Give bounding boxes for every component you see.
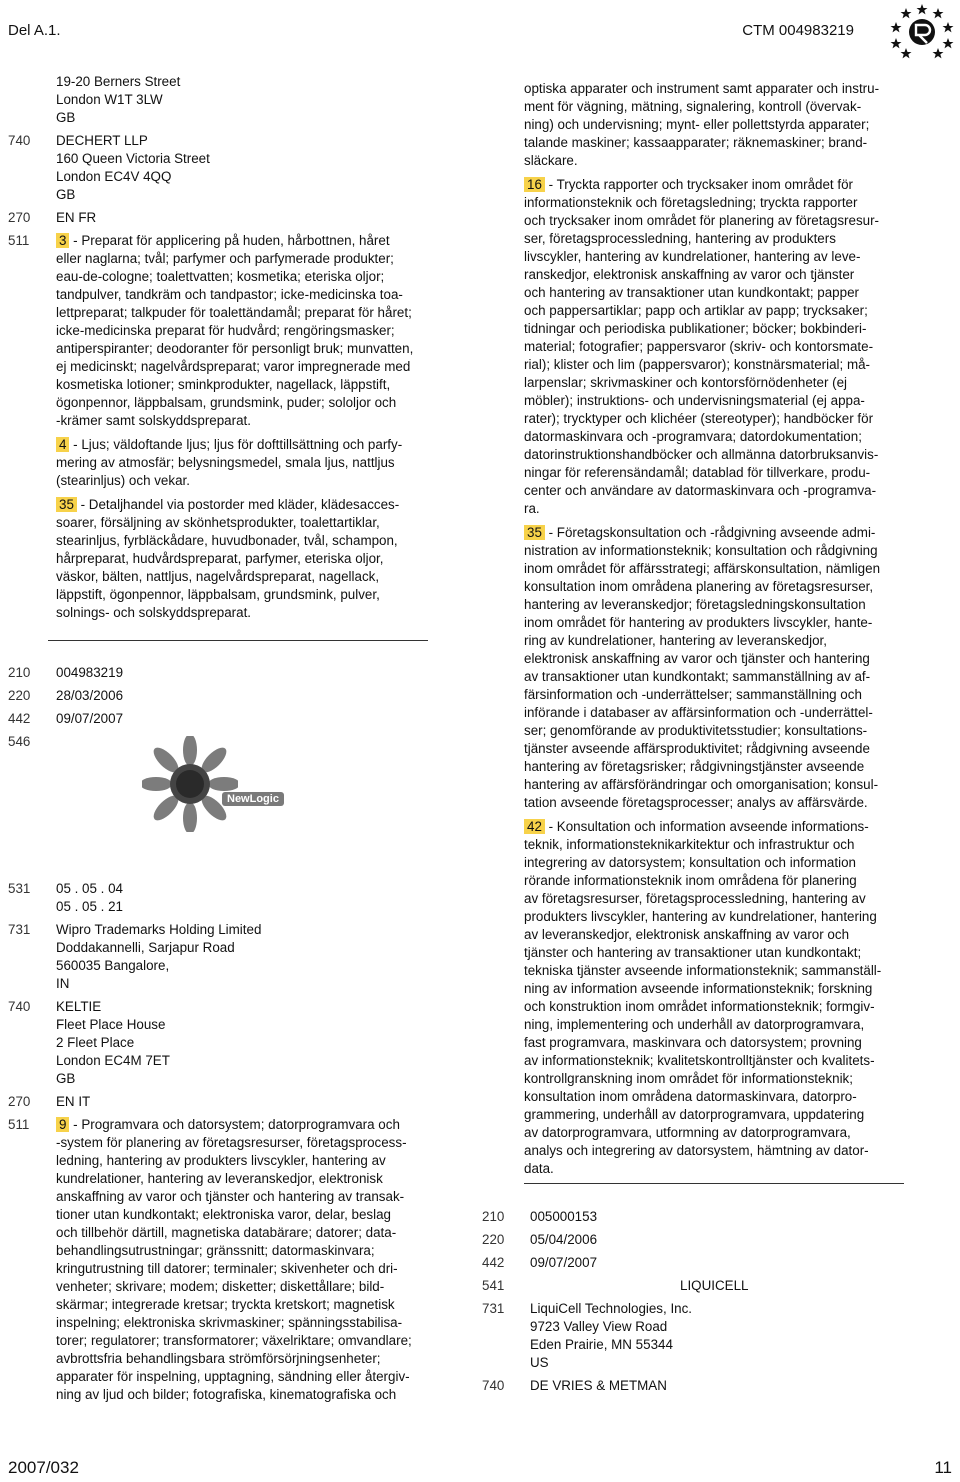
right-bottom-block [482,1208,922,1395]
text-line: färsinformation och -underrättelser; sammanställning och [524,687,862,702]
text-line: kontrollgranskning inom området för informationsteknik; [524,1071,853,1086]
text-line: teknik, informationsteknikarkitektur och infrastruktur och [524,837,855,852]
text-line [56,232,436,250]
field-code: 531 [8,881,31,896]
text-line: inom området för hantering av produkters livscykler, hante- [524,615,873,630]
field-row [8,921,436,993]
field-row [482,1300,922,1372]
text-line: av informationsteknik; kvalitetskontrolltjänster och kvalitets- [524,1053,875,1068]
text-line: rörande informationsteknik inom områdena för planering [524,873,857,888]
text-line: DE VRIES & METMAN [530,1378,667,1393]
text-line: 19-20 Berners Street [56,74,181,89]
text-line: US [530,1355,549,1370]
text-line: ring av kundrelationer, hantering av leveranskedjor, [524,633,827,648]
field-row [8,73,436,127]
text-line: 28/03/2006 [56,688,124,703]
text-line: och konstruktion inom området informationsteknik; formgiv- [524,999,875,1014]
field-value [56,687,436,705]
field-code: 220 [482,1232,505,1247]
text-line: data. [524,1161,554,1176]
field-value [530,1377,922,1395]
class-text: - Ljus; väldoftande ljus; ljus för dofttillsättning och parfy- [69,437,403,452]
bulletin-issue: 2007/032 [8,1458,79,1477]
text-line: GB [56,1071,76,1086]
text-line: tjänster avseende affärsproduktivitet; rådgivning avseende [524,741,870,756]
text-line: torer; regulatorer; transformatorer; växelriktare; omvandlare; [56,1333,412,1348]
text-line: EN FR [56,210,97,225]
text-line: hårpreparat, hudvårdspreparat, parfymer, eteriska oljor, [56,551,384,566]
text-line [524,818,924,836]
text-line: konsultation inom områdena planering av företagsresurser, [524,579,874,594]
text-line: 09/07/2007 [530,1255,598,1270]
text-line: talande maskiner; kassaapparater; räknemaskiner; brand- [524,135,868,150]
text-line: datormaskinvara och -programvara; datordokumentation; [524,429,862,444]
field-code: 511 [8,1117,30,1132]
text-line [524,524,924,542]
class-text: - Konsultation och information avseende informations- [544,819,869,834]
text-line: integrering av datorsystem; konsultation och information [524,855,856,870]
text-line: fast programvara, maskinvara och datorsystem; provning [524,1035,862,1050]
left-column [8,73,436,622]
field-value [530,1208,922,1226]
field-code: 731 [482,1301,505,1316]
field-value [56,1093,436,1111]
text-line: och tillbehör därtill, magnetiska databärare; datorer; data- [56,1225,397,1240]
field-value [56,132,436,204]
text-line: tioner utan kundkontakt; elektroniska varor, delar, beslag [56,1207,391,1222]
text-line: ser, företagsprocessledning, hantering av produkters [524,231,836,246]
text-line: EN IT [56,1094,91,1109]
text-line: släckare. [524,153,578,168]
text-line: LIQUICELL [680,1278,749,1293]
text-line: 560035 Bangalore, [56,958,170,973]
right-column [524,80,924,1178]
field-row [482,1277,922,1295]
field-value [530,1254,922,1272]
text-line: anskaffning av varor och tjänster och hantering av transak- [56,1189,405,1204]
text-line: London EC4V 4QQ [56,169,172,184]
text-line: ning av information avseende informationsteknik; forskning [524,981,873,996]
field-row [8,710,436,728]
class-list [56,232,436,622]
application-data [482,1208,922,1395]
class-number: 4 [56,437,69,452]
text-line [56,733,436,751]
text-line: GB [56,187,76,202]
field-code: 270 [8,210,31,225]
text-line: konsultation inom områdena datormaskinvara, datorpro- [524,1089,857,1104]
text-line: optiska apparater och instrument samt apparater och instru- [524,81,880,96]
text-line: 09/07/2007 [56,711,124,726]
text-line: soarer, försäljning av skönhetsprodukter, toalettartiklar, [56,515,380,530]
class-text: - Detaljhandel via postorder med kläder, klädesacces- [76,497,400,512]
class-entry [56,1116,436,1404]
text-line: hantering av leveranskedjor; företagsledningskonsultation [524,597,866,612]
text-line: livscykler, hantering av kundrelationer, hantering av leve- [524,249,861,264]
text-line: kundrelationer, hantering av leveranskedjor, elektronisk [56,1171,383,1186]
class-number: 35 [524,525,545,540]
text-line: 9723 Valley View Road [530,1319,668,1334]
text-line: tidningar och periodiska publikationer; böcker; bokbinderi- [524,321,867,336]
divider [524,1183,904,1184]
text-line: ningar för referensändamål; datablad för tillverkare, produ- [524,465,871,480]
text-line: kringutrustning till datorer; terminaler; skivenheter och dri- [56,1261,398,1276]
text-line: avbrottsfria behandlingsbara strömförsörjningsenheter; [56,1351,381,1366]
text-line: tekniska tjänster avseende informationsteknik; sammanställ- [524,963,882,978]
mark-wordmark: NewLogic [222,792,284,806]
field-code: 740 [482,1378,505,1393]
text-line: (stearinljus) och vekar. [56,473,190,488]
text-line: Doddakannelli, Sarjapur Road [56,940,235,955]
text-line: hantering av affärsförändringar och omorganisation; konsul- [524,777,879,792]
ctm-number: CTM 004983219 [742,22,854,39]
field-row [8,664,436,682]
text-line: antiperspiranter; deodoranter för personligt bruk; munvatten, [56,341,414,356]
field-row [8,1093,436,1111]
text-line: 05 . 05 . 21 [56,899,124,914]
text-line: 005000153 [530,1209,598,1224]
text-line: Fleet Place House [56,1017,166,1032]
class-number: 9 [56,1117,69,1132]
text-line: ning av ljud och bilder; fotografiska, kinematografiska och [56,1387,397,1402]
text-line: Eden Prairie, MN 55344 [530,1337,673,1352]
text-line: ning) och undervisning; mynt- eller pollettstyrda apparater; [524,117,870,132]
class-entry [56,232,436,430]
class-text: - Företagskonsultation och -rådgivning avseende admi- [544,525,876,540]
field-row [8,209,436,227]
text-line: rater); trycktyper och klichéer (stereotyper); handböcker för [524,411,874,426]
text-line: tandpulver, tandkräm och tandpastor; icke-medicinska toa- [56,287,403,302]
text-line: produkters livscykler, hantering av kundrelationer, hantering [524,909,877,924]
field-row [8,998,436,1088]
field-value [56,880,436,916]
goods-and-services [8,1116,436,1404]
text-line: London EC4M 7ET [56,1053,170,1068]
text-line: London W1T 3LW [56,92,163,107]
field-row [482,1377,922,1395]
field-code: 731 [8,922,31,937]
text-line: GB [56,110,76,125]
continued-text [524,80,924,170]
text-line: informationsteknik och företagsledning; tryckta rapporter [524,195,858,210]
field-value [530,1300,922,1372]
field-code: 740 [8,133,31,148]
divider [48,640,428,641]
text-line: ögonpennor, läppbalsam, grundsmink, puder; sololjor och [56,395,397,410]
text-line: av transaktioner utan kundkontakt; sammanställning av af- [524,669,871,684]
field-code: 541 [482,1278,505,1293]
left-top-block [8,73,436,227]
text-line: ej medicinskt; nagelvårdspreparat; varor impregnerade med [56,359,411,374]
text-line: läppstift, ögonpennor, läppbalsam, grundsmink, pulver, [56,587,380,602]
text-line: möbler); instruktions- och undervisningsmaterial (ej appa- [524,393,865,408]
text-line: 160 Queen Victoria Street [56,151,210,166]
text-line: ning, implementering och underhåll av datorprogramvara, [524,1017,865,1032]
text-line: av leveranskedjor, elektronisk anskaffning av varor och [524,927,850,942]
text-line: IN [56,976,70,991]
eu-stars-logo-icon [888,2,956,60]
class-number: 16 [524,177,545,192]
text-line: DECHERT LLP [56,133,148,148]
field-row [8,687,436,705]
class-entry [524,524,924,812]
field-code: 210 [482,1209,505,1224]
field-row [482,1254,922,1272]
text-line: tjänster och hantering av transaktioner utan kundkontakt; [524,945,862,960]
text-line: 05 . 05 . 04 [56,881,124,896]
text-line: ment för vägning, mätning, signalering, kontroll (övervak- [524,99,862,114]
text-line: mering av atmosfär; belysningsmedel, smala ljus, nattljus [56,455,395,470]
text-line: och trycksaker inom området för planering av företagsresur- [524,213,880,228]
class-number: 42 [524,819,545,834]
text-line: ser; genomförande av produktivitetsstudier; konsultations- [524,723,868,738]
text-line [56,1116,436,1134]
text-line: ledning, hantering av produkters livscykler, hantering av [56,1153,386,1168]
text-line: solnings- och solskyddspreparat. [56,605,252,620]
text-line [524,176,924,194]
text-line: införande i databaser av affärsinformation och -underrättel- [524,705,873,720]
field-value [56,998,436,1088]
text-line: apparater för inspelning, upptagning, sändning eller återgiv- [56,1369,410,1384]
text-line: behandlingsutrustningar; gränssnitt; datormaskinvara; [56,1243,375,1258]
class-list [524,176,924,1178]
text-line: och pappersartiklar; papp och artiklar av papp; trycksaker; [524,303,868,318]
text-line: hantering av företagsrisker; rådgivningstjänster avseende [524,759,865,774]
class-entry [524,818,924,1178]
text-line: skärmar; integrerade kretsar; tryckta kretskort; magnetisk [56,1297,395,1312]
section-label: Del A.1. [8,22,61,39]
text-line: tation avseende företagsprocesser; analys av affärsvärde. [524,795,868,810]
text-line: LiquiCell Technologies, Inc. [530,1301,693,1316]
field-value [530,1231,922,1249]
field-code: 511 [8,233,30,248]
owner-data [8,880,436,1111]
text-line [56,436,436,454]
class-entry [524,176,924,518]
text-line: datorinstruktionshandböcker och allmänna datorbruksanvis- [524,447,879,462]
field-code [8,73,56,127]
field-value [56,710,436,728]
text-line: material; fotografier; pappersvaror (skriv- och kontorsmate- [524,339,874,354]
text-line: ranskedjor, elektronisk anskaffning av varor och tjänster [524,267,855,282]
left-third-block [8,880,436,1404]
text-line: stearinljus, fyrbläckådare, huvudbonader, tvål, schampon, [56,533,398,548]
text-line: 2 Fleet Place [56,1035,135,1050]
text-line: kosmetiska lotioner; sminkprodukter, nagellack, läppstift, [56,377,391,392]
page-header [0,0,960,64]
text-line: inspelning; elektroniska skrivmaskiner; spänningsstabilisa- [56,1315,403,1330]
field-value [56,73,436,127]
class-list [56,1116,436,1404]
text-line: 05/04/2006 [530,1232,598,1247]
class-text: - Tryckta rapporter och trycksaker inom området för [544,177,853,192]
text-line [56,496,436,514]
text-line: och hantering av transaktioner utan kundkontakt; papper [524,285,859,300]
class-text: - Preparat för applicering på huden, hårbottnen, håret [69,233,390,248]
text-line: 004983219 [56,665,124,680]
text-line: KELTIE [56,999,102,1014]
field-code: 546 [8,734,31,749]
class-number: 3 [56,233,69,248]
field-code: 442 [8,711,31,726]
text-line: grammering, underhåll av datorprogramvara, uppdatering [524,1107,865,1122]
class-entry [56,496,436,622]
text-line: Wipro Trademarks Holding Limited [56,922,262,937]
field-code: 220 [8,688,31,703]
text-line: eau-de-cologne; toalettvatten; kosmetika; eteriska oljor; [56,269,385,284]
text-line: venheter; skrivare; modem; disketter; diskettållare; bild- [56,1279,385,1294]
text-line: -krämer samt solskyddspreparat. [56,413,251,428]
text-line: rial); klister och lim (pappersvaror); konstnärsmaterial; må- [524,357,871,372]
text-line: inom området för affärsstrategi; affärskonsultation, nämligen [524,561,881,576]
page-number: 11 [934,1458,952,1477]
field-row [8,132,436,204]
field-value [56,209,436,227]
sunflower-image [142,736,238,832]
field-value [56,921,436,993]
text-line: eller naglarna; tvål; parfymer och parfymerade produkter; [56,251,394,266]
field-value [56,733,436,751]
text-line: elektronisk anskaffning av varor och tjänster och hantering [524,651,870,666]
field-code: 270 [8,1094,31,1109]
class-text: - Programvara och datorsystem; datorprogramvara och [69,1117,400,1132]
goods-and-services [8,232,436,622]
text-line: icke-medicinska preparat för hudvård; rengöringsmasker; [56,323,395,338]
text-line: analys och integrering av datorsystem, hämtning av dator- [524,1143,869,1158]
text-line: -system för planering av företagsresurser, företagsprocess- [56,1135,407,1150]
field-code: 442 [482,1255,505,1270]
text-line: nistration av informationsteknik; konsultation och rådgivning [524,543,878,558]
class-entry [56,436,436,490]
text-line: ra. [524,501,540,516]
text-line: center och användare av datormaskinvara och -programva- [524,483,877,498]
field-row [482,1231,922,1249]
text-line: av företagsresurser, företagsprocessledning, hantering av [524,891,866,906]
text-line: lettpreparat; talkpuder för toalettändamål; preparat för håret; [56,305,412,320]
text-line: väskor, bälten, nattljus, nagelvårdspreparat, nagellack, [56,569,380,584]
text-line: av datorprogramvara, utformning av datorprogramvara, [524,1125,851,1140]
field-row [482,1208,922,1226]
text-line: larpenslar; skrivmaskiner och kontorsförnödenheter (ej [524,375,848,390]
field-value [56,664,436,682]
field-value [530,1277,922,1295]
field-code: 740 [8,999,31,1014]
class-number: 35 [56,497,77,512]
field-code: 210 [8,665,31,680]
field-row [8,880,436,916]
